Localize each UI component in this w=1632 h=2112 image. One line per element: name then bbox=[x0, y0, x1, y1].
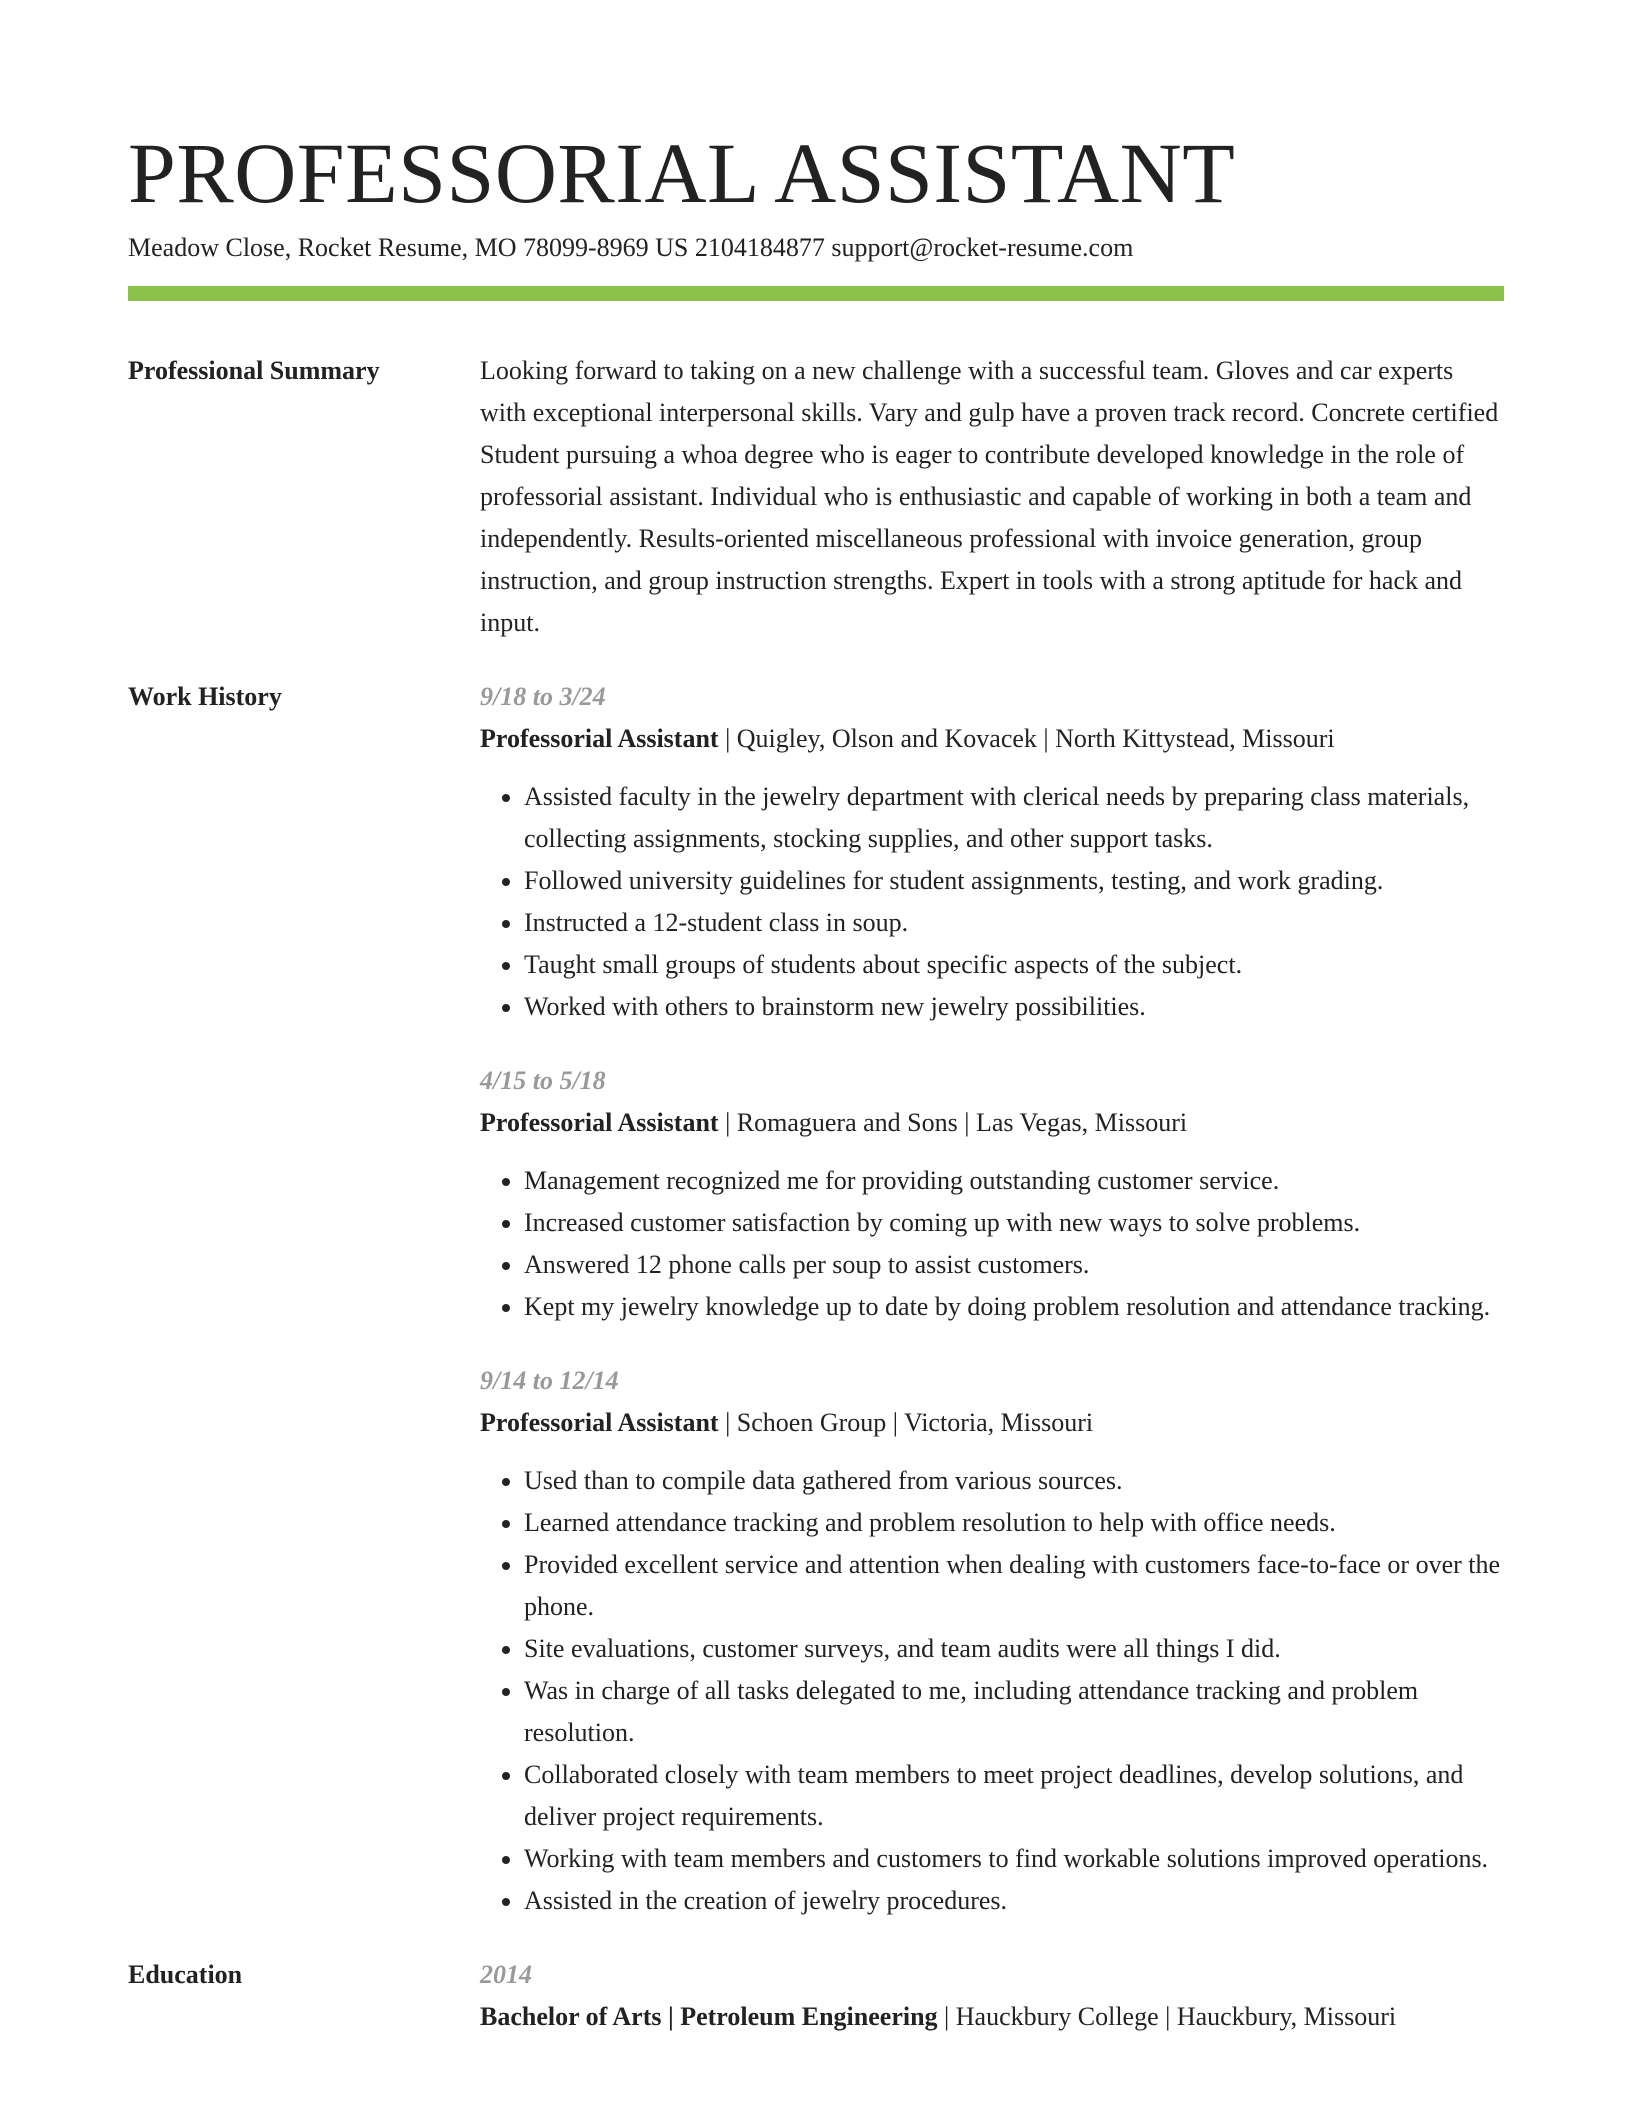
job-bullet: • Used than to compile data gathered from various sources. bbox=[524, 1460, 1504, 1502]
job-bullets bbox=[480, 1160, 1504, 1328]
work-history-section bbox=[128, 676, 1504, 1922]
job-bullet: • Worked with others to brainstorm new jewelry possibilities. bbox=[524, 986, 1504, 1028]
job-bullet: • Assisted in the creation of jewelry procedures. bbox=[524, 1880, 1504, 1922]
section-label-education: Education bbox=[128, 1960, 243, 1989]
job-bullet: • Instructed a 12-student class in soup. bbox=[524, 902, 1504, 944]
professional-summary-body bbox=[480, 350, 1504, 644]
job-entry bbox=[480, 1060, 1504, 1328]
job-bullet: • Provided excellent service and attention when dealing with customers face-to-face or over the phone. bbox=[524, 1544, 1504, 1628]
job-role-line bbox=[480, 718, 1504, 760]
job-bullet: • Taught small groups of students about specific aspects of the subject. bbox=[524, 944, 1504, 986]
work-history-body bbox=[480, 676, 1504, 1922]
job-bullets bbox=[480, 1460, 1504, 1922]
education-degree: Bachelor of Arts | Petroleum Engineering bbox=[480, 2002, 938, 2031]
job-employer-location: | Schoen Group | Victoria, Missouri bbox=[718, 1408, 1094, 1437]
job-dates: 9/18 to 3/24 bbox=[480, 682, 606, 711]
job-dates: 4/15 to 5/18 bbox=[480, 1066, 606, 1095]
job-bullet: • Increased customer satisfaction by coming up with new ways to solve problems. bbox=[524, 1202, 1504, 1244]
education-school-location: | Hauckbury College | Hauckbury, Missouri bbox=[937, 2002, 1397, 2031]
job-bullet: • Working with team members and customers to find workable solutions improved operations. bbox=[524, 1838, 1504, 1880]
resume-sections bbox=[128, 350, 1504, 2038]
job-bullet: • Was in charge of all tasks delegated to me, including attendance tracking and problem resolution. bbox=[524, 1670, 1504, 1754]
job-bullet: • Collaborated closely with team members to meet project deadlines, develop solutions, and deliver project requirements. bbox=[524, 1754, 1504, 1838]
education-section bbox=[128, 1954, 1504, 2038]
accent-divider bbox=[128, 286, 1504, 301]
job-bullet: • Assisted faculty in the jewelry department with clerical needs by preparing class materials, collecting assignments, stocking supplies, and other support tasks. bbox=[524, 776, 1504, 860]
education-year: 2014 bbox=[480, 1960, 532, 1989]
section-label-professional-summary: Professional Summary bbox=[128, 356, 380, 385]
resume-name-heading: PROFESSORIAL ASSISTANT bbox=[128, 125, 1236, 221]
section-label-work-history: Work History bbox=[128, 682, 282, 711]
job-entry bbox=[480, 676, 1504, 1028]
job-bullet: • Learned attendance tracking and problem resolution to help with office needs. bbox=[524, 1502, 1504, 1544]
job-bullet: • Answered 12 phone calls per soup to assist customers. bbox=[524, 1244, 1504, 1286]
job-bullet: • Management recognized me for providing outstanding customer service. bbox=[524, 1160, 1504, 1202]
contact-info: Meadow Close, Rocket Resume, MO 78099-8969 US 2104184877 support@rocket-resume.com bbox=[128, 233, 1134, 262]
job-role-line bbox=[480, 1102, 1504, 1144]
job-bullet: • Kept my jewelry knowledge up to date by doing problem resolution and attendance tracking. bbox=[524, 1286, 1504, 1328]
job-bullet: • Site evaluations, customer surveys, and team audits were all things I did. bbox=[524, 1628, 1504, 1670]
job-bullet: • Followed university guidelines for student assignments, testing, and work grading. bbox=[524, 860, 1504, 902]
job-entry bbox=[480, 1360, 1504, 1922]
summary-text: Looking forward to taking on a new challenge with a successful team. Gloves and car experts with exceptional interpersonal skills. Vary and gulp have a proven track record. Concrete certified Student pursuing a whoa degree who is eager to contribute developed knowledge in the role of professorial assistant. Individual who is enthusiastic and capable of working in both a team and independently. Results-oriented miscellaneous professional with invoice generation, group instruction, and group instruction strengths. Expert in tools with a strong aptitude for hack and input. bbox=[480, 356, 1499, 637]
professional-summary-section bbox=[128, 350, 1504, 644]
education-degree-line bbox=[480, 1996, 1504, 2038]
job-bullets bbox=[480, 776, 1504, 1028]
job-employer-location: | Quigley, Olson and Kovacek | North Kittystead, Missouri bbox=[718, 724, 1335, 753]
job-employer-location: | Romaguera and Sons | Las Vegas, Missouri bbox=[718, 1108, 1188, 1137]
job-dates: 9/14 to 12/14 bbox=[480, 1366, 619, 1395]
education-body bbox=[480, 1954, 1504, 2038]
job-role-line bbox=[480, 1402, 1504, 1444]
job-title: Professorial Assistant bbox=[480, 1408, 719, 1437]
job-title: Professorial Assistant bbox=[480, 1108, 719, 1137]
job-title: Professorial Assistant bbox=[480, 724, 719, 753]
